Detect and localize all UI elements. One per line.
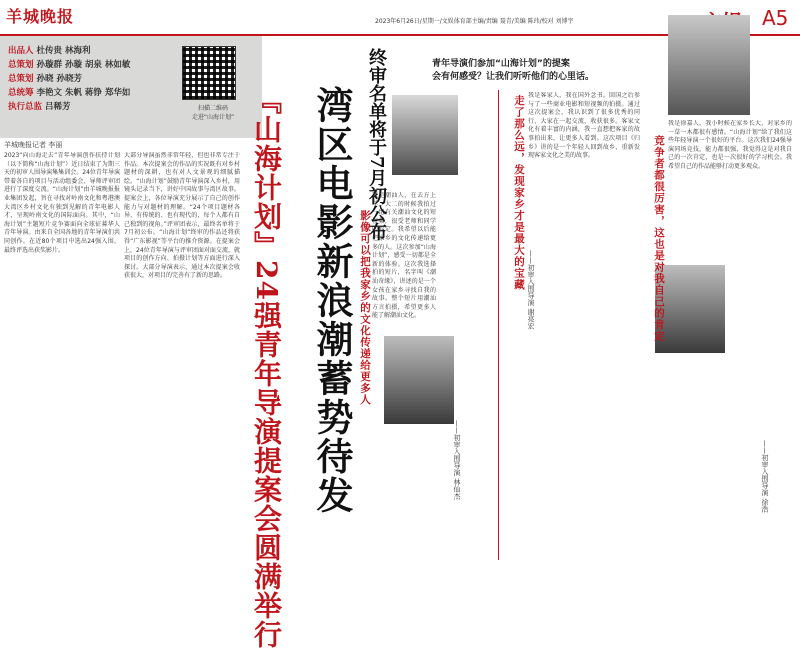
credit-line: 总策划 孙晓 孙晓芳 xyxy=(8,74,82,84)
qr-code[interactable] xyxy=(182,46,236,100)
quote-body: 我是徐嘉人，我小时候在家乡长大，对家乡的一草一木都很有感情。“山海计划”给了我们这些年轻导演一个很好的平台。这次我们24强导演同场竞技，能力都很强，我觉得这是对我自己的一次肯定，也是一次很好的学习机会。我希望自己的作品能够打动更多观众。 xyxy=(668,120,792,170)
main-headline: 湾区电影新浪潮蓄势待发 xyxy=(310,86,354,515)
newspaper-logo: 羊城晚报 xyxy=(6,7,75,26)
photo-portrait xyxy=(392,95,458,175)
quote-signature: ——初审入围导演 徐浩 xyxy=(761,440,769,513)
quote-headline: 走了那么远，发现家乡才是最大的宝藏 xyxy=(513,95,525,291)
article-column: 大部分导演虽然非常年轻，但也非常专注于作品。本次提案会的作品的实况既有对乡村题材的深耕，也有对人文景观的细腻描绘。“山海计划”鼓励青年导演深入乡村，用镜头记录当下，讲好中国故事与湾区故事。提案会上，各位导演充分展示了自己的创作能力与对题材的理解。“24个项目题材各异，有传统的、也有现代的，每个人都有自己独到的视角。”评审团表示，最终名单将于7月初公布。“山海计划”终审的作品还将获得“广东影视”等平台的推介资源。在提案会上，24位青年导演与评审团面对面交流，就项目的创作方向、拍摄计划等方面进行深入探讨。大部分导演表示，通过本次提案会收获很大，对项目的完善有了新的思路。 xyxy=(124,152,240,280)
photo-portrait xyxy=(384,336,454,424)
photo-portrait xyxy=(668,15,750,115)
quote-signature: ——初审入围导演 林仙杰 xyxy=(453,420,461,500)
byline: 羊城晚报记者 李丽 xyxy=(4,141,63,149)
credit-line: 总策划 孙璇群 孙璇 胡泉 林如敏 xyxy=(8,60,131,70)
date-line: 2023年6月26日/星期一/文娱体育部主编/责编 聂青/美编 陈玮/校对 刘博宇 xyxy=(375,18,574,25)
column-divider xyxy=(498,90,499,560)
article-column: 2023“向山海走去”青年导演创作扶持计划（以下简称“山海计划”）近日结束了为期三天的初审人围导演集集训会。24位青年导演带着各自的项目与活动组委会、导师评审团进行了深度交流。“山海计划”由羊城晚报报业集团发起，旨在寻找对岭南文化和粤港澳大湾区乡村文化有独到见解的青年电影人才，呈现岭南文化的国际面向。其中，“山海计划”主题短片竞争赛面向全球征募华人青年导演。由来自全国各地的青年导演们共同创作。在近80个项目中选出24强入围，最终评选出获奖影片。 xyxy=(4,152,120,254)
quote-headline: 竞争者都很厉害，这也是对我自己的肯定 xyxy=(653,135,665,342)
credit-line: 出品人 杜传贵 林海利 xyxy=(8,46,91,56)
credit-line: 执行总监 吕稀芳 xyxy=(8,102,71,112)
pre-headline: 终审名单将于7月初公布 xyxy=(366,48,387,241)
quote-headline: 影像可以把我家乡的文化传递给更多人 xyxy=(359,210,371,406)
sub-headline: 『山海计划』24强青年导演提案会圆满举行 xyxy=(250,86,283,649)
intro-text: 青年导演们参加“山海计划”的提案 会有何感受？让我们听听他们的心里话。 xyxy=(432,59,595,82)
quote-body: 我是客家人，我在国外念书。回国之后参与了一些商业电影和短视频的拍摄。通过这次提案会，我认识到了很多优秀的同行，大家在一起交流，收获很多。客家文化有着丰富的内涵，我一直想把客家的故事拍出来，让更多人看到。这次项目《归乡》讲的是一个年轻人回到故乡，重新发现客家文化之美的故事。 xyxy=(528,92,640,160)
quote-body: 我是潮汕人，在去方上学。大二的时候我拍过一组有关潮汕文化的短视频，很受老师和同学的肯定。我希望以后能把家乡的文化传递给更多的人。这次参加“山海计划”，感受一切都是全新的体验。这次我选择拍的短片，名字叫《潮汕奇缘》，讲述的是一个女孩在家乡寻找自我的故事。整个短片用潮汕方言拍摄，希望更多人能了解潮汕文化。 xyxy=(372,192,436,320)
qr-caption: 扫描二维码 走进“山海计划” xyxy=(191,105,235,121)
quote-signature: ——初审入围导演 谢亮宏 xyxy=(527,250,535,330)
credit-line: 总统筹 李艳文 朱帆 蒋铮 郑华如 xyxy=(8,88,131,98)
page-number: A5 xyxy=(762,6,789,30)
